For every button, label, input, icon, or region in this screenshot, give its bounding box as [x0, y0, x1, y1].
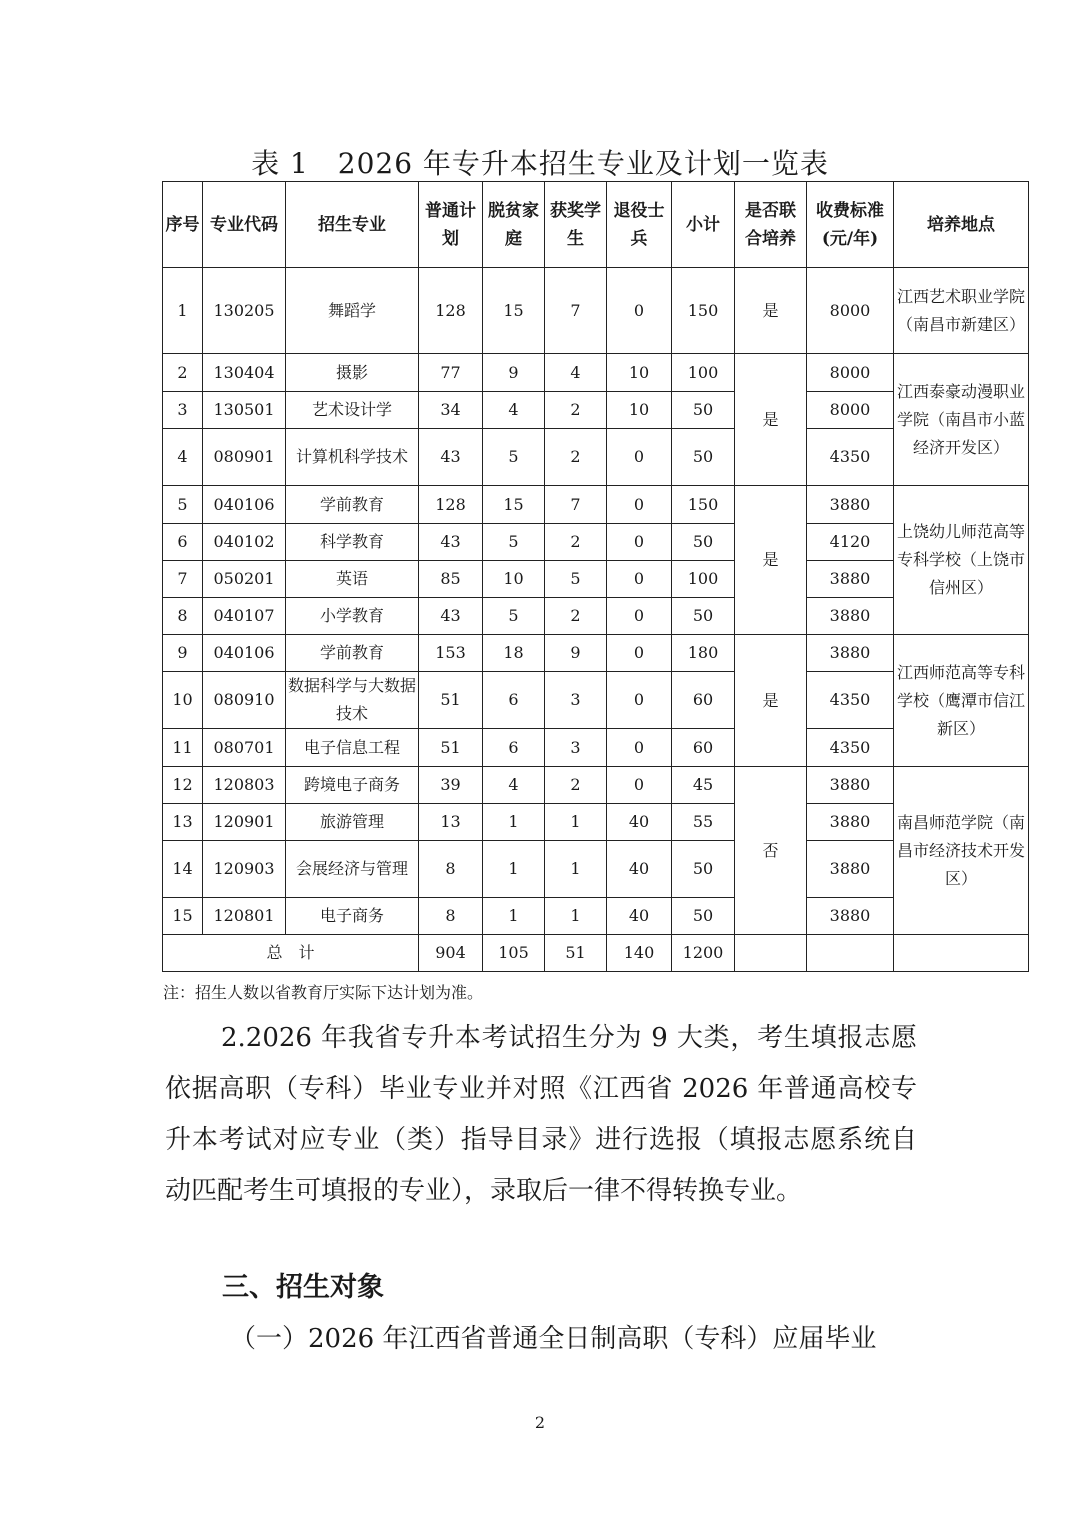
fee-cell: 4350 [807, 672, 894, 729]
seq-cell: 15 [163, 898, 203, 935]
award-plan-cell: 9 [545, 635, 607, 672]
veteran-plan-cell: 0 [607, 672, 672, 729]
fee-cell: 8000 [807, 392, 894, 429]
veteran-plan-cell: 0 [607, 729, 672, 767]
enrollment-plan-table [162, 181, 1029, 972]
column-header: 专业代码 [203, 182, 286, 268]
poverty-plan-cell: 6 [483, 672, 545, 729]
major-name-cell: 电子信息工程 [286, 729, 419, 767]
major-name-cell: 科学教育 [286, 524, 419, 561]
normal-plan-cell: 51 [419, 729, 483, 767]
seq-cell: 1 [163, 268, 203, 354]
major-code-cell: 080901 [203, 429, 286, 486]
joint-training-cell: 是 [735, 486, 807, 635]
major-name-cell: 学前教育 [286, 486, 419, 524]
total-row [163, 935, 1029, 972]
subtotal-cell: 55 [672, 804, 735, 841]
column-header: 普通计划 [419, 182, 483, 268]
normal-plan-cell: 13 [419, 804, 483, 841]
fee-cell: 3880 [807, 767, 894, 804]
major-code-cell: 130501 [203, 392, 286, 429]
major-name-cell: 数据科学与大数据技术 [286, 672, 419, 729]
award-plan-cell: 1 [545, 841, 607, 898]
subtotal-cell: 50 [672, 898, 735, 935]
body-paragraph [165, 1013, 917, 1217]
poverty-plan-cell: 5 [483, 429, 545, 486]
seq-cell: 13 [163, 804, 203, 841]
normal-plan-cell: 128 [419, 486, 483, 524]
major-name-cell: 小学教育 [286, 598, 419, 635]
fee-cell: 3880 [807, 635, 894, 672]
column-header: 脱贫家庭 [483, 182, 545, 268]
veteran-plan-cell: 0 [607, 635, 672, 672]
sub-paragraph: （一）2026 年江西省普通全日制高职（专科）应届毕业 [230, 1324, 877, 1354]
table-row [163, 767, 1029, 804]
subtotal-cell: 50 [672, 524, 735, 561]
total-subtotal-cell: 1200 [672, 935, 735, 972]
veteran-plan-cell: 0 [607, 561, 672, 598]
award-plan-cell: 1 [545, 898, 607, 935]
total-empty-cell [735, 935, 807, 972]
fee-cell: 3880 [807, 898, 894, 935]
subtotal-cell: 50 [672, 392, 735, 429]
seq-cell: 6 [163, 524, 203, 561]
award-plan-cell: 2 [545, 392, 607, 429]
column-header: 退役士兵 [607, 182, 672, 268]
veteran-plan-cell: 10 [607, 354, 672, 392]
major-code-cell: 120903 [203, 841, 286, 898]
award-plan-cell: 2 [545, 429, 607, 486]
seq-cell: 14 [163, 841, 203, 898]
major-name-cell: 艺术设计学 [286, 392, 419, 429]
seq-cell: 3 [163, 392, 203, 429]
section-heading: 三、招生对象 [222, 1272, 384, 1303]
seq-cell: 7 [163, 561, 203, 598]
table-row [163, 635, 1029, 672]
major-code-cell: 120901 [203, 804, 286, 841]
subtotal-cell: 150 [672, 486, 735, 524]
total-poverty-cell: 105 [483, 935, 545, 972]
normal-plan-cell: 51 [419, 672, 483, 729]
table-note: 注：招生人数以省教育厅实际下达计划为准。 [163, 983, 484, 1002]
award-plan-cell: 7 [545, 486, 607, 524]
major-code-cell: 050201 [203, 561, 286, 598]
fee-cell: 3880 [807, 804, 894, 841]
seq-cell: 8 [163, 598, 203, 635]
subtotal-cell: 45 [672, 767, 735, 804]
major-name-cell: 旅游管理 [286, 804, 419, 841]
poverty-plan-cell: 1 [483, 804, 545, 841]
column-header: 获奖学生 [545, 182, 607, 268]
normal-plan-cell: 8 [419, 898, 483, 935]
veteran-plan-cell: 0 [607, 429, 672, 486]
award-plan-cell: 2 [545, 767, 607, 804]
veteran-plan-cell: 0 [607, 598, 672, 635]
poverty-plan-cell: 6 [483, 729, 545, 767]
veteran-plan-cell: 0 [607, 767, 672, 804]
joint-training-cell: 是 [735, 354, 807, 486]
normal-plan-cell: 39 [419, 767, 483, 804]
major-code-cell: 120801 [203, 898, 286, 935]
total-award-cell: 51 [545, 935, 607, 972]
paragraph-text: 2.2026 年我省专升本考试招生分为 9 大类，考生填报志愿依据高职（专科）毕业专业并对照《江西省 2026 年普通高校专升本考试对应专业（类）指导目录》进行选报（填报志愿系统自动匹配考生可填报的专业），录取后一律不得转换专业。 [165, 1023, 917, 1206]
major-code-cell: 120803 [203, 767, 286, 804]
veteran-plan-cell: 0 [607, 268, 672, 354]
column-header: 序号 [163, 182, 203, 268]
poverty-plan-cell: 1 [483, 898, 545, 935]
seq-cell: 9 [163, 635, 203, 672]
poverty-plan-cell: 5 [483, 598, 545, 635]
normal-plan-cell: 34 [419, 392, 483, 429]
award-plan-cell: 2 [545, 598, 607, 635]
seq-cell: 4 [163, 429, 203, 486]
poverty-plan-cell: 18 [483, 635, 545, 672]
major-code-cell: 040106 [203, 635, 286, 672]
location-cell: 江西泰豪动漫职业学院（南昌市小蓝经济开发区） [894, 354, 1029, 486]
award-plan-cell: 7 [545, 268, 607, 354]
total-veteran-cell: 140 [607, 935, 672, 972]
fee-cell: 8000 [807, 354, 894, 392]
award-plan-cell: 1 [545, 804, 607, 841]
poverty-plan-cell: 4 [483, 392, 545, 429]
award-plan-cell: 2 [545, 524, 607, 561]
veteran-plan-cell: 40 [607, 898, 672, 935]
location-cell: 南昌师范学院（南昌市经济技术开发区） [894, 767, 1029, 935]
normal-plan-cell: 153 [419, 635, 483, 672]
major-code-cell: 130205 [203, 268, 286, 354]
location-cell: 江西师范高等专科学校（鹰潭市信江新区） [894, 635, 1029, 767]
poverty-plan-cell: 9 [483, 354, 545, 392]
fee-cell: 3880 [807, 841, 894, 898]
subtotal-cell: 50 [672, 841, 735, 898]
major-name-cell: 学前教育 [286, 635, 419, 672]
poverty-plan-cell: 10 [483, 561, 545, 598]
total-empty-cell [807, 935, 894, 972]
fee-cell: 3880 [807, 598, 894, 635]
poverty-plan-cell: 1 [483, 841, 545, 898]
poverty-plan-cell: 4 [483, 767, 545, 804]
award-plan-cell: 5 [545, 561, 607, 598]
table-header-row [163, 182, 1029, 268]
seq-cell: 12 [163, 767, 203, 804]
total-normal-cell: 904 [419, 935, 483, 972]
total-label-cell: 总 计 [163, 935, 419, 972]
seq-cell: 10 [163, 672, 203, 729]
table-row [163, 486, 1029, 524]
fee-cell: 8000 [807, 268, 894, 354]
subtotal-cell: 180 [672, 635, 735, 672]
total-empty-cell [894, 935, 1029, 972]
page-number: 2 [534, 1413, 546, 1432]
subtotal-cell: 50 [672, 598, 735, 635]
veteran-plan-cell: 40 [607, 804, 672, 841]
seq-cell: 2 [163, 354, 203, 392]
major-name-cell: 英语 [286, 561, 419, 598]
column-header: 是否联合培养 [735, 182, 807, 268]
table-title: 表 1 2026 年专升本招生专业及计划一览表 [251, 147, 829, 180]
normal-plan-cell: 77 [419, 354, 483, 392]
column-header: 小计 [672, 182, 735, 268]
joint-training-cell: 是 [735, 635, 807, 767]
fee-cell: 4120 [807, 524, 894, 561]
major-name-cell: 会展经济与管理 [286, 841, 419, 898]
poverty-plan-cell: 15 [483, 486, 545, 524]
normal-plan-cell: 85 [419, 561, 483, 598]
major-name-cell: 摄影 [286, 354, 419, 392]
column-header: 收费标准(元/年) [807, 182, 894, 268]
award-plan-cell: 4 [545, 354, 607, 392]
normal-plan-cell: 128 [419, 268, 483, 354]
major-name-cell: 跨境电子商务 [286, 767, 419, 804]
subtotal-cell: 100 [672, 561, 735, 598]
location-cell: 江西艺术职业学院（南昌市新建区） [894, 268, 1029, 354]
subtotal-cell: 50 [672, 429, 735, 486]
major-code-cell: 080910 [203, 672, 286, 729]
poverty-plan-cell: 15 [483, 268, 545, 354]
fee-cell: 4350 [807, 429, 894, 486]
award-plan-cell: 3 [545, 672, 607, 729]
major-name-cell: 电子商务 [286, 898, 419, 935]
veteran-plan-cell: 0 [607, 486, 672, 524]
table-row [163, 354, 1029, 392]
column-header: 培养地点 [894, 182, 1029, 268]
normal-plan-cell: 8 [419, 841, 483, 898]
veteran-plan-cell: 0 [607, 524, 672, 561]
joint-training-cell: 否 [735, 767, 807, 935]
column-header: 招生专业 [286, 182, 419, 268]
major-code-cell: 080701 [203, 729, 286, 767]
major-code-cell: 040106 [203, 486, 286, 524]
veteran-plan-cell: 10 [607, 392, 672, 429]
subtotal-cell: 150 [672, 268, 735, 354]
veteran-plan-cell: 40 [607, 841, 672, 898]
subtotal-cell: 60 [672, 729, 735, 767]
joint-training-cell: 是 [735, 268, 807, 354]
subtotal-cell: 60 [672, 672, 735, 729]
table-row [163, 268, 1029, 354]
major-name-cell: 计算机科学技术 [286, 429, 419, 486]
major-name-cell: 舞蹈学 [286, 268, 419, 354]
seq-cell: 5 [163, 486, 203, 524]
normal-plan-cell: 43 [419, 429, 483, 486]
fee-cell: 3880 [807, 561, 894, 598]
seq-cell: 11 [163, 729, 203, 767]
subtotal-cell: 100 [672, 354, 735, 392]
normal-plan-cell: 43 [419, 598, 483, 635]
fee-cell: 3880 [807, 486, 894, 524]
major-code-cell: 130404 [203, 354, 286, 392]
fee-cell: 4350 [807, 729, 894, 767]
major-code-cell: 040102 [203, 524, 286, 561]
poverty-plan-cell: 5 [483, 524, 545, 561]
normal-plan-cell: 43 [419, 524, 483, 561]
award-plan-cell: 3 [545, 729, 607, 767]
major-code-cell: 040107 [203, 598, 286, 635]
location-cell: 上饶幼儿师范高等专科学校（上饶市信州区） [894, 486, 1029, 635]
